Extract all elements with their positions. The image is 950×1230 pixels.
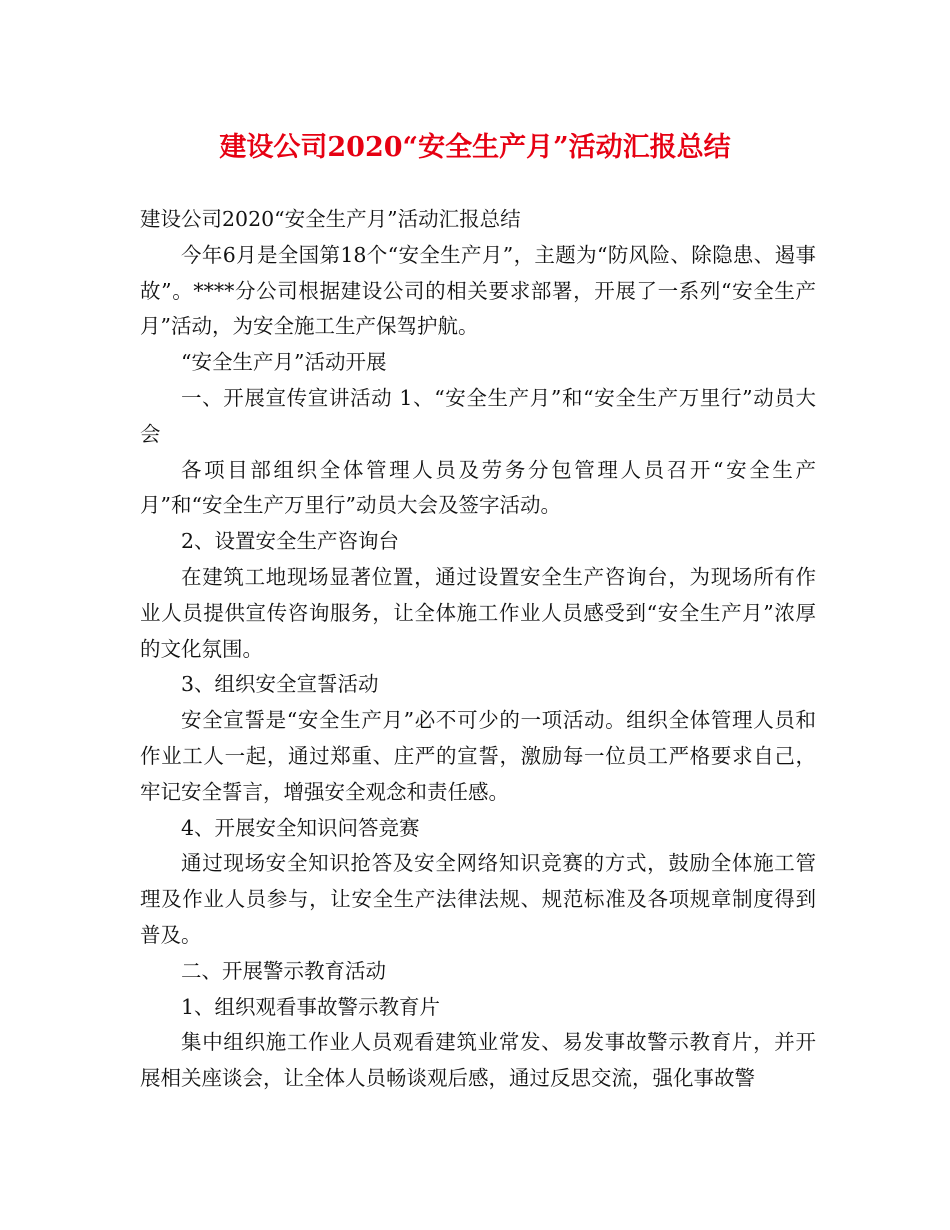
subsection-heading: 4、开展安全知识问答竞赛 (181, 815, 420, 840)
paragraph: 集中组织施工作业人员观看建筑业常发、易发事故警示教育片，并开展相关座谈会，让全体人员畅谈观后感，通过反思交流，强化事故警 (140, 1030, 816, 1091)
document-title: 建设公司2020“安全生产月”活动汇报总结 (219, 132, 731, 163)
subsection-heading: 3、组织安全宣誓活动 (181, 672, 379, 697)
subsection-heading: 2、设置安全生产咨询台 (181, 529, 400, 554)
paragraph: 各项目部组织全体管理人员及劳务分包管理人员召开“安全生产月”和“安全生产万里行”动员大会及签字活动。 (140, 457, 816, 518)
section-heading: 二、开展警示教育活动 (181, 958, 386, 983)
document-body (140, 202, 816, 1097)
paragraph: 在建筑工地现场显著位置，通过设置安全生产咨询台，为现场所有作业人员提供宣传咨询服务，让全体施工作业人员感受到“安全生产月”浓厚的文化氛围。 (140, 564, 816, 661)
paragraph-heading-repeat: 建设公司2020“安全生产月”活动汇报总结 (140, 207, 521, 231)
section-heading: “安全生产月”活动开展 (181, 350, 387, 375)
subsection-heading: 一、开展宣传宣讲活动 1、“安全生产月”和“安全生产万里行”动员大会 (140, 385, 816, 446)
paragraph-intro: 今年6月是全国第18个“安全生产月”，主题为“防风险、除隐患、遏事故”。****分公司根据建设公司的相关要求部署，开展了一系列“安全生产月”活动，为安全施工生产保驾护航。 (140, 242, 816, 339)
paragraph: 通过现场安全知识抢答及安全网络知识竞赛的方式，鼓励全体施工管理及作业人员参与，让安全生产法律法规、规范标准及各项规章制度得到普及。 (140, 851, 816, 947)
subsection-heading: 1、组织观看事故警示教育片 (181, 994, 441, 1019)
paragraph: 安全宣誓是“安全生产月”必不可少的一项活动。组织全体管理人员和作业工人一起，通过郑重、庄严的宣誓，激励每一位员工严格要求自己，牢记安全誓言，增强安全观念和责任感。 (140, 708, 816, 804)
